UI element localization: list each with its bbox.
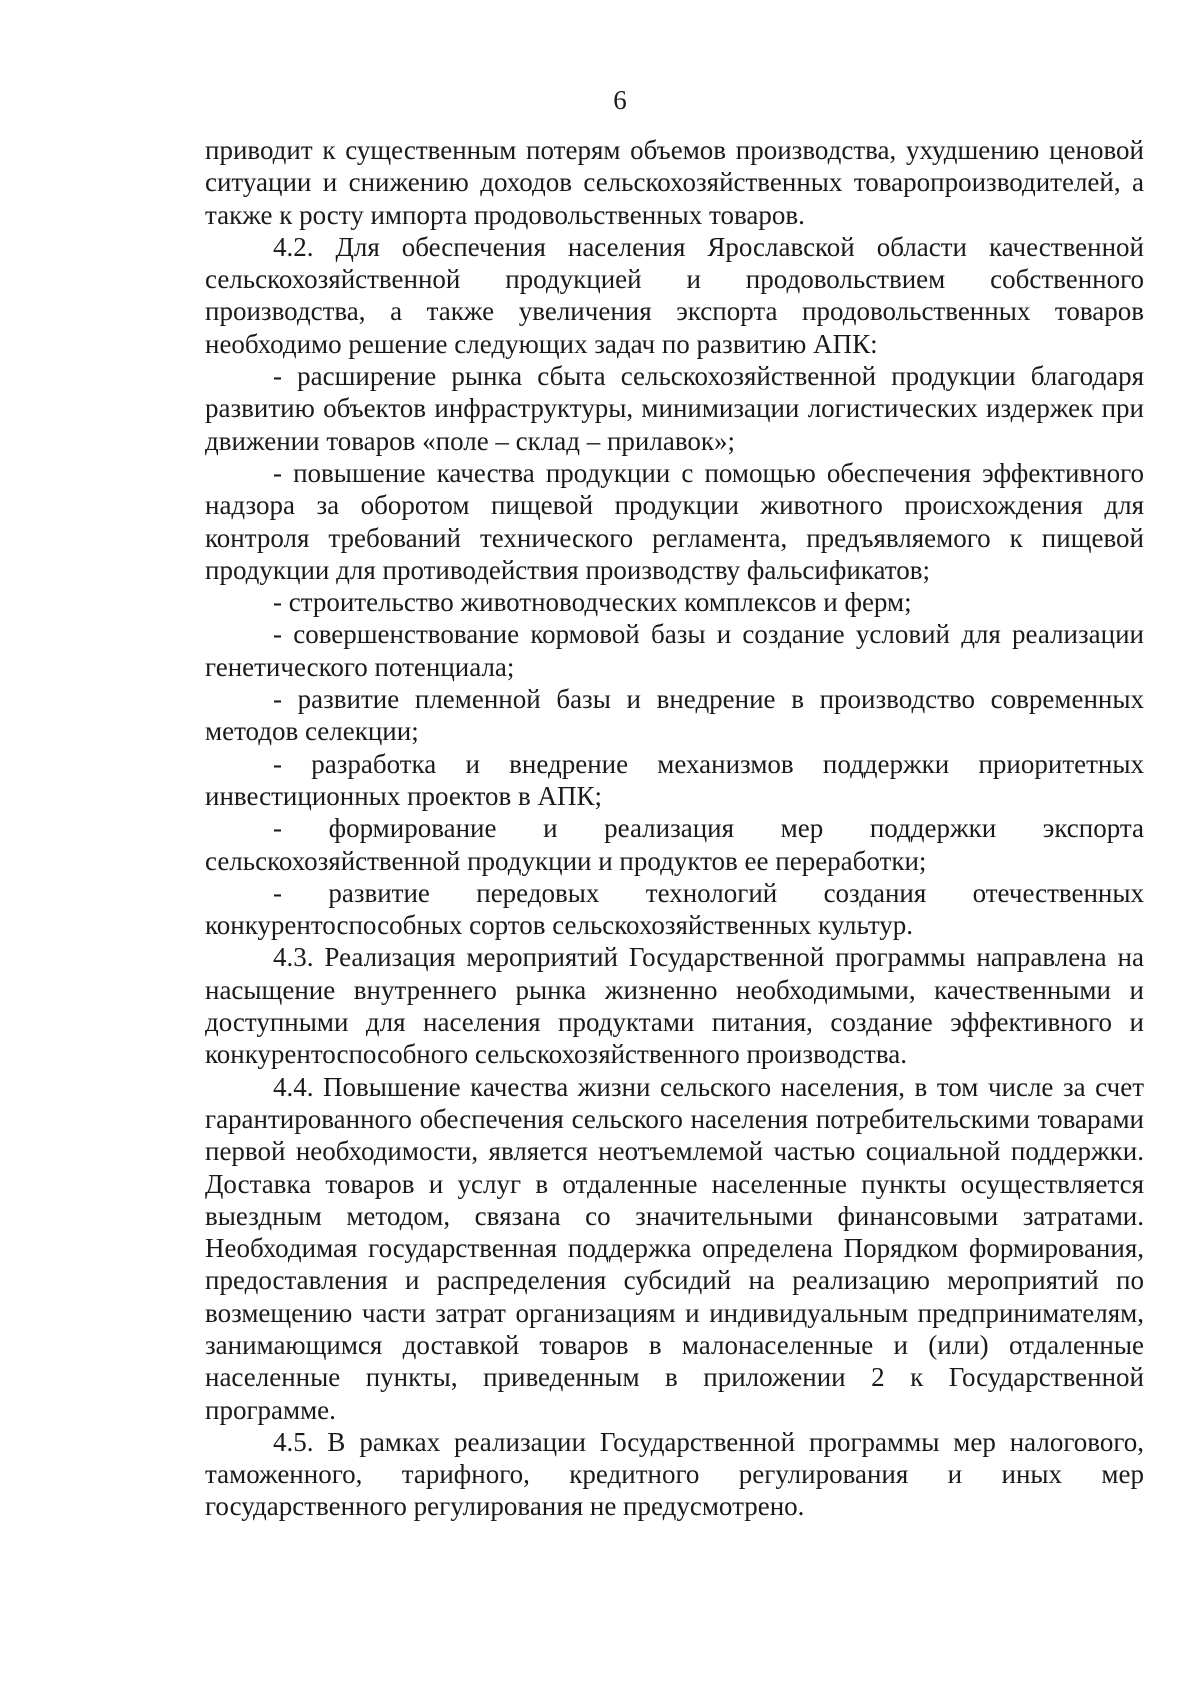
list-item-livestock-construction: - строительство животноводческих комплексов и ферм; bbox=[273, 587, 912, 618]
list-item-crop-varieties: - развитие передовых технологий создания отечественных конкурентоспособных сортов сельскохозяйственных культур. bbox=[205, 877, 1144, 941]
document-body bbox=[205, 134, 1144, 1523]
paragraph-4-5: 4.5. В рамках реализации Государственной программы мер налогового, таможенного, тарифного, кредитного регулирования и иных мер государственного регулирования не предусмотрено. bbox=[205, 1426, 1144, 1522]
paragraph-4-2: 4.2. Для обеспечения населения Ярославской области качественной сельскохозяйственной продукцией и продовольствием собственного производства, а также увеличения экспорта продовольственных товаров необходимо решение следующих задач по развитию АПК: bbox=[205, 231, 1144, 359]
paragraph-4-3: 4.3. Реализация мероприятий Государственной программы направлена на насыщение внутреннего рынка жизненно необходимыми, качественными и доступными для населения продуктами питания, создание эффективного и конкурентоспособного сельскохозяйственного производства. bbox=[205, 942, 1144, 1070]
page-number: 6 bbox=[613, 85, 627, 115]
list-item-export-support: - формирование и реализация мер поддержки экспорта сельскохозяйственной продукции и продуктов ее переработки; bbox=[205, 813, 1144, 876]
list-item-quality-improvement: - повышение качества продукции с помощью обеспечения эффективного надзора за оборотом пищевой продукции животного происхождения для контроля требований технического регламента, предъявляемого к пищевой продукции для противодействия производству фальсификатов; bbox=[205, 457, 1144, 585]
list-item-breeding-base: - развитие племенной базы и внедрение в производство современных методов селекции; bbox=[205, 684, 1144, 747]
paragraph-4-4: 4.4. Повышение качества жизни сельского населения, в том числе за счет гарантированного обеспечения сельского населения потребительскими товарами первой необходимости, является неотъемлемой частью социальной поддержки. Доставка товаров и услуг в отдаленные населенные пункты осуществляется выездным методом, связана со значительными финансовыми затратами. Необходимая государственная поддержка определена Порядком формирования, предоставления и распределения субсидий на реализацию мероприятий по возмещению части затрат организациям и индивидуальным предпринимателям, занимающимся доставкой товаров в малонаселенные и (или) отдаленные населенные пункты, приведенным в приложении 2 к Государственной программе. bbox=[205, 1071, 1144, 1425]
list-item-market-expansion: - расширение рынка сбыта сельскохозяйственной продукции благодаря развитию объектов инфраструктуры, минимизации логистических издержек при движении товаров «поле – склад – прилавок»; bbox=[205, 361, 1144, 456]
list-item-investment-support: - разработка и внедрение механизмов поддержки приоритетных инвестиционных проектов в АПК; bbox=[205, 748, 1144, 811]
paragraph-continuation: приводит к существенным потерям объемов производства, ухудшению ценовой ситуации и снижению доходов сельскохозяйственных товаропроизводителей, а также к росту импорта продовольственных товаров. bbox=[205, 135, 1144, 230]
list-item-feed-base: - совершенствование кормовой базы и создание условий для реализации генетического потенциала; bbox=[205, 619, 1144, 682]
